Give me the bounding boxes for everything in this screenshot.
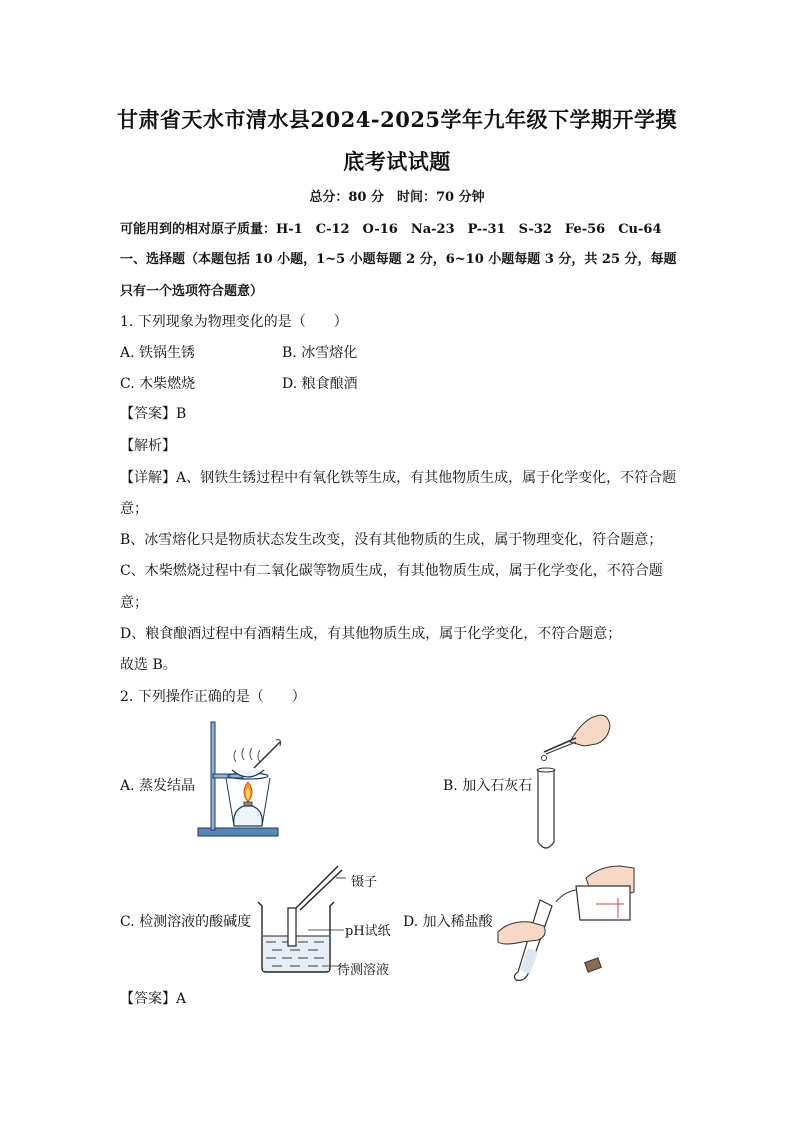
question-2-option-d: D. 加入稀盐酸 bbox=[403, 914, 493, 930]
ph-test-illustration bbox=[252, 862, 348, 976]
atomic-masses: 可能用到的相对原子质量：H-1 C-12 O-16 Na-23 P--31 S-32 Fe-56 Cu-64 bbox=[120, 222, 662, 237]
question-1-conclusion: 故选 B。 bbox=[120, 657, 177, 673]
question-2-option-b: B. 加入石灰石 bbox=[443, 778, 533, 794]
score-time-info: 总分：80 分 时间：70 分钟 bbox=[309, 190, 485, 205]
evaporation-apparatus-illustration bbox=[196, 718, 296, 840]
question-1-option-d: D. 粮食酿酒 bbox=[282, 376, 358, 392]
question-1-option-b: B. 冰雪熔化 bbox=[282, 345, 358, 361]
add-limestone-illustration bbox=[530, 708, 612, 854]
question-2-answer: 【答案】A bbox=[120, 991, 187, 1007]
ph-paper-label: pH试纸 bbox=[345, 924, 391, 939]
question-1-stem: 1. 下列现象为物理变化的是（ ） bbox=[120, 314, 348, 330]
question-2-stem: 2. 下列操作正确的是（ ） bbox=[120, 689, 306, 705]
add-dilute-acid-illustration bbox=[494, 862, 640, 982]
exam-title-line2: 底考试试题 bbox=[343, 149, 451, 174]
question-1-detail-line6: D、粮食酿酒过程中有酒精生成，有其他物质生成，属于化学变化，不符合题意； bbox=[120, 626, 622, 642]
tweezers-label: 镊子 bbox=[351, 875, 378, 890]
question-1-detail-line2: 意； bbox=[120, 501, 148, 517]
section-heading-line2: 只有一个选项符合题意） bbox=[120, 284, 264, 299]
question-1-option-c: C. 木柴燃烧 bbox=[120, 376, 196, 392]
question-1-option-a: A. 铁锅生锈 bbox=[120, 345, 196, 361]
test-solution-label: 待测溶液 bbox=[337, 963, 390, 978]
question-1-detail-line3: B、冰雪熔化只是物质状态发生改变，没有其他物质的生成，属于物理变化，符合题意； bbox=[120, 532, 663, 548]
question-1-detail-line4: C、木柴燃烧过程中有二氧化碳等物质生成，有其他物质生成，属于化学变化，不符合题 bbox=[120, 563, 663, 579]
exam-title-line1: 甘肃省天水市清水县2024-2025学年九年级下学期开学摸 bbox=[116, 107, 678, 132]
question-1-analysis-label: 【解析】 bbox=[120, 438, 176, 454]
question-2-option-a: A. 蒸发结晶 bbox=[120, 778, 196, 794]
question-1-detail-line5: 意； bbox=[120, 595, 148, 611]
question-2-option-c: C. 检测溶液的酸碱度 bbox=[120, 914, 252, 930]
question-1-detail-line1: 【详解】A、钢铁生锈过程中有氧化铁等生成，有其他物质生成，属于化学变化，不符合题 bbox=[120, 470, 677, 486]
section-heading-line1: 一、选择题（本题包括 10 小题，1~5 小题每题 2 分，6~10 小题每题 3 分，共 25 分，每题 bbox=[120, 252, 677, 267]
question-1-answer: 【答案】B bbox=[120, 406, 187, 422]
